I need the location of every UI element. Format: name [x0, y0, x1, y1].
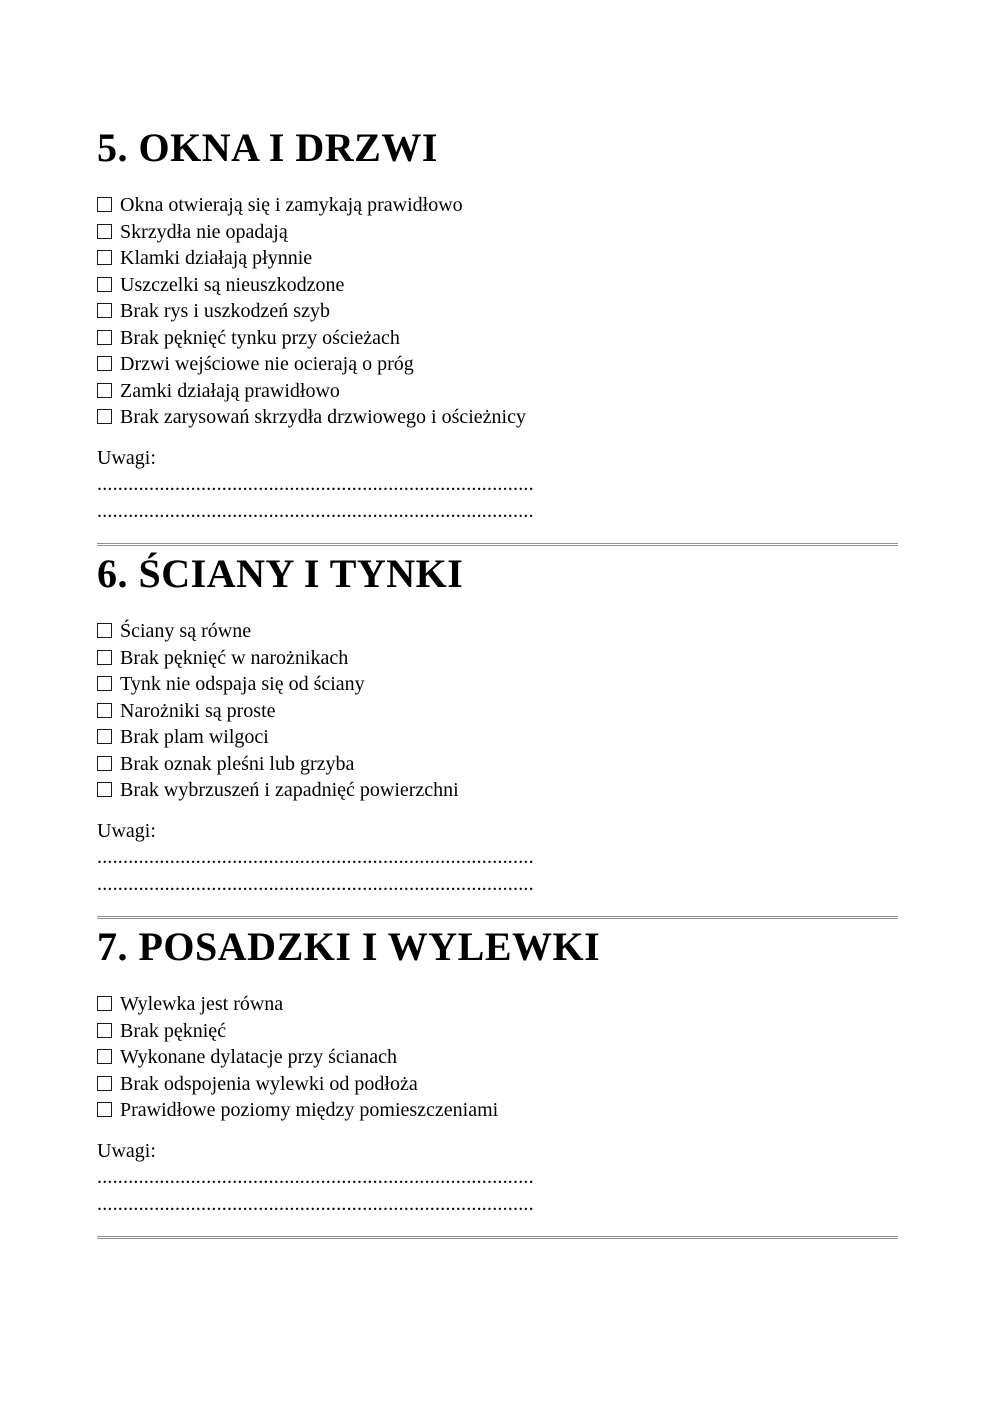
checklist-item: [97, 298, 898, 325]
checklist-item-label: Wykonane dylatacje przy ścianach: [120, 1046, 397, 1068]
checkbox[interactable]: [97, 197, 112, 212]
checkbox[interactable]: [97, 729, 112, 744]
checklist-item: [97, 671, 898, 698]
section-posadzki-i-wylewki: [97, 924, 898, 1217]
checklist-item: [97, 219, 898, 246]
checklist-item: [97, 645, 898, 672]
checklist-item-label: Brak rys i uszkodzeń szyb: [120, 300, 330, 322]
checklist-item: [97, 1071, 898, 1098]
section-divider: [97, 543, 898, 546]
checkbox[interactable]: [97, 623, 112, 638]
notes-label: Uwagi:: [97, 446, 156, 469]
section-sciany-i-tynki: [97, 551, 898, 897]
checklist-item: [97, 777, 898, 804]
checkbox[interactable]: [97, 1023, 112, 1038]
checklist: [97, 618, 898, 804]
checklist-item: [97, 751, 898, 778]
checklist-item-label: Ściany są równe: [120, 620, 252, 642]
checklist-item-label: Uszczelki są nieuszkodzone: [120, 273, 345, 296]
checklist-item-label: Brak zarysowań skrzydła drzwiowego i ościeżnicy: [120, 406, 526, 428]
checkbox[interactable]: [97, 277, 112, 292]
checkbox[interactable]: [97, 756, 112, 771]
notes-block: [97, 445, 898, 525]
checkbox[interactable]: [97, 676, 112, 691]
notes-label: Uwagi:: [97, 1139, 156, 1162]
notes-blank-line: ....................................................................................: [97, 1166, 534, 1188]
section-okna-i-drzwi: [97, 125, 898, 524]
checklist-item: [97, 404, 898, 431]
checklist-item-label: Brak pęknięć tynku przy ościeżach: [120, 326, 400, 349]
notes-blank-line: ....................................................................................: [97, 1192, 534, 1215]
checklist-item-label: Brak oznak pleśni lub grzyba: [120, 752, 355, 775]
checklist: [97, 192, 898, 431]
checklist-item-label: Brak pęknięć w narożnikach: [120, 646, 349, 669]
checklist-item-label: Narożniki są proste: [120, 699, 276, 722]
section-title: 6. ŚCIANY I TYNKI: [97, 551, 464, 596]
notes-blank-line: ....................................................................................: [97, 846, 534, 868]
checklist-item: [97, 1018, 898, 1045]
checklist-item: [97, 1044, 898, 1071]
checklist-item: [97, 618, 898, 645]
checklist-item-label: Brak pęknięć: [120, 1019, 227, 1042]
notes-block: [97, 818, 898, 898]
notes-blank-line: ....................................................................................: [97, 499, 534, 522]
checkbox[interactable]: [97, 330, 112, 345]
section-divider: [97, 1236, 898, 1239]
notes-blank-line: ....................................................................................: [97, 872, 534, 895]
checkbox[interactable]: [97, 650, 112, 665]
checklist-item-label: Skrzydła nie opadają: [120, 220, 288, 243]
checklist-item-label: Brak plam wilgoci: [120, 726, 269, 748]
checklist-item-label: Wylewka jest równa: [120, 993, 284, 1015]
checkbox[interactable]: [97, 782, 112, 797]
section-title: 7. POSADZKI I WYLEWKI: [97, 924, 601, 969]
checklist-item: [97, 1097, 898, 1124]
checkbox[interactable]: [97, 250, 112, 265]
checklist-item: [97, 698, 898, 725]
checklist-item-label: Zamki działają prawidłowo: [120, 379, 340, 402]
checklist-item-label: Klamki działają płynnie: [120, 247, 313, 269]
checklist-item-label: Drzwi wejściowe nie ocierają o próg: [120, 353, 414, 375]
checklist-item: [97, 378, 898, 405]
checklist-item-label: Brak wybrzuszeń i zapadnięć powierzchni: [120, 779, 459, 801]
checkbox[interactable]: [97, 996, 112, 1011]
checklist-item: [97, 192, 898, 219]
checklist-item-label: Okna otwierają się i zamykają prawidłowo: [120, 194, 463, 216]
checklist-item-label: Tynk nie odspaja się od ściany: [120, 673, 365, 695]
section-title: 5. OKNA I DRZWI: [97, 125, 438, 170]
notes-block: [97, 1138, 898, 1218]
checklist-item: [97, 724, 898, 751]
checklist-item: [97, 351, 898, 378]
checkbox[interactable]: [97, 1049, 112, 1064]
notes-blank-line: ....................................................................................: [97, 473, 534, 495]
checklist-item: [97, 245, 898, 272]
checklist-item-label: Brak odspojenia wylewki od podłoża: [120, 1072, 418, 1095]
checkbox[interactable]: [97, 409, 112, 424]
checkbox[interactable]: [97, 303, 112, 318]
checklist-item-label: Prawidłowe poziomy między pomieszczeniami: [120, 1099, 499, 1121]
checkbox[interactable]: [97, 1076, 112, 1091]
checkbox[interactable]: [97, 356, 112, 371]
checklist-item: [97, 991, 898, 1018]
checklist-item: [97, 325, 898, 352]
checklist-item: [97, 272, 898, 299]
checkbox[interactable]: [97, 703, 112, 718]
checkbox[interactable]: [97, 224, 112, 239]
checkbox[interactable]: [97, 1102, 112, 1117]
checkbox[interactable]: [97, 383, 112, 398]
checklist: [97, 991, 898, 1124]
section-divider: [97, 916, 898, 919]
notes-label: Uwagi:: [97, 819, 156, 842]
